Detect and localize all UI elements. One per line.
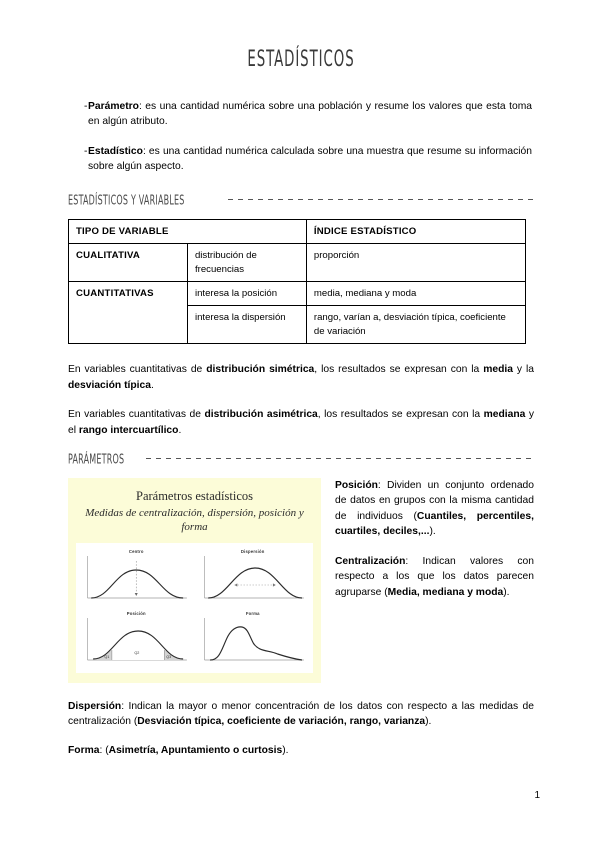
section-heading-label: PARÁMETROS bbox=[68, 451, 125, 467]
dashed-rule-divider bbox=[228, 199, 534, 200]
definition-term: Parámetro bbox=[88, 101, 139, 112]
mini-chart-label: Posición bbox=[126, 610, 146, 616]
svg-text:Q3: Q3 bbox=[166, 653, 172, 659]
text-emphasis: Media, mediana y moda bbox=[387, 586, 504, 598]
figure-title: Parámetros estadísticos bbox=[136, 488, 253, 503]
normal-curve-centro-icon bbox=[80, 548, 193, 606]
table-cell-criterion: interesa la dispersión bbox=[187, 306, 306, 344]
figure-chart-grid bbox=[76, 543, 313, 673]
definition-text bbox=[88, 100, 534, 130]
table-header-row bbox=[69, 219, 526, 243]
table-cell-index: rango, varían a, desviación típica, coeficiente de variación bbox=[306, 306, 525, 344]
mini-chart-forma bbox=[197, 610, 310, 668]
text-emphasis: desviación típica bbox=[68, 379, 151, 391]
definition-text bbox=[88, 145, 534, 175]
mini-chart-label: Dispersión bbox=[240, 548, 265, 554]
text-emphasis: media bbox=[483, 364, 513, 376]
text-fragment: . bbox=[150, 379, 154, 391]
definition-list bbox=[68, 100, 534, 175]
mini-chart-centro bbox=[80, 548, 193, 606]
text-emphasis: Forma bbox=[68, 745, 100, 757]
table-cell-index: media, mediana y moda bbox=[306, 281, 525, 305]
mini-chart-label: Forma bbox=[245, 610, 260, 616]
text-emphasis: Desviación típica, coeficiente de variación, rango, varianza bbox=[137, 716, 426, 727]
text-fragment: : Indican valores con respecto a los que los datos parecen agruparse ( bbox=[335, 555, 534, 598]
normal-curve-dispersion-icon bbox=[197, 548, 310, 606]
text-fragment: y la bbox=[512, 364, 534, 376]
section-heading-label: ESTADÍSTICOS Y VARIABLES bbox=[68, 191, 185, 208]
paragraph-asimetrica bbox=[68, 407, 534, 438]
parameters-side-text bbox=[321, 478, 534, 600]
text-emphasis: rango intercuartílico bbox=[78, 424, 179, 436]
bullet-dash-icon: - bbox=[84, 101, 88, 112]
page-number: 1 bbox=[534, 790, 540, 801]
text-fragment: : Indican la mayor o menor concentración de los datos con respecto a las medidas de centralización ( bbox=[68, 700, 534, 727]
list-item bbox=[68, 100, 534, 130]
table-row bbox=[69, 244, 526, 282]
text-emphasis: mediana bbox=[483, 409, 526, 421]
text-fragment: y el bbox=[68, 409, 534, 436]
text-emphasis: Dispersión bbox=[68, 700, 122, 712]
text-emphasis: distribución simétrica bbox=[206, 364, 315, 376]
figure-subtitle: Medidas de centralización, dispersión, posición y forma bbox=[85, 506, 304, 534]
table-header-type: TIPO DE VARIABLE bbox=[69, 219, 307, 243]
table-row bbox=[69, 281, 526, 305]
paragraph-centralizacion bbox=[335, 554, 534, 600]
page-content bbox=[68, 48, 534, 773]
section-heading-variables bbox=[68, 193, 534, 207]
svg-text:Q2: Q2 bbox=[134, 649, 140, 655]
dashed-rule-divider bbox=[146, 458, 534, 459]
section-heading-parametros bbox=[68, 452, 534, 466]
text-emphasis: Cuantiles, percentiles, cuartiles, deciles,... bbox=[335, 510, 534, 538]
table-header-index: ÍNDICE ESTADÍSTICO bbox=[306, 219, 525, 243]
bullet-dash-icon: - bbox=[84, 145, 88, 157]
text-fragment: . bbox=[178, 424, 182, 436]
text-emphasis: Asimetría, Apuntamiento o curtosis bbox=[108, 745, 283, 757]
statistics-parameters-figure bbox=[68, 478, 321, 683]
text-fragment: ). bbox=[282, 745, 289, 757]
paragraph-posicion bbox=[335, 478, 534, 540]
text-fragment: , los resultados se expresan con la bbox=[314, 364, 484, 376]
text-emphasis: Posición bbox=[335, 479, 378, 491]
text-fragment: En variables cuantitativas de bbox=[68, 409, 205, 421]
text-fragment: : ( bbox=[99, 745, 109, 757]
normal-curve-posicion-icon bbox=[80, 610, 193, 668]
text-fragment: ). bbox=[429, 526, 436, 538]
text-emphasis: Centralización bbox=[335, 555, 406, 567]
table-cell-criterion: distribución de frecuencias bbox=[187, 244, 306, 282]
text-emphasis: distribución asimétrica bbox=[204, 409, 318, 421]
table-cell-criterion: interesa la posición bbox=[187, 281, 306, 305]
definition-body: : es una cantidad numérica calculada sobre una muestra que resume su información sobre algún aspecto. bbox=[88, 145, 532, 172]
definition-body: : es una cantidad numérica sobre una población y resume los valores que esta toma en algún atributo. bbox=[88, 101, 532, 127]
text-fragment: : Dividen un conjunto ordenado de datos en grupos con la misma cantidad de individuos ( bbox=[335, 479, 534, 522]
figure-and-text-block bbox=[68, 478, 534, 683]
paragraph-forma bbox=[68, 743, 534, 758]
mini-chart-label: Centro bbox=[128, 548, 144, 554]
paragraph-dispersion bbox=[68, 699, 534, 730]
text-fragment: En variables cuantitativas de bbox=[68, 364, 207, 376]
table-cell-index: proporción bbox=[306, 244, 525, 282]
skewed-curve-forma-icon bbox=[197, 610, 310, 668]
paragraph-simetrica bbox=[68, 362, 534, 393]
text-fragment: ). bbox=[425, 716, 432, 727]
definition-term: Estadístico bbox=[88, 145, 143, 157]
variable-index-table bbox=[68, 219, 526, 345]
table-cell-type: CUANTITATIVAS bbox=[69, 281, 188, 343]
svg-text:Q1: Q1 bbox=[104, 653, 110, 659]
list-item bbox=[68, 145, 534, 175]
page-title: ESTADÍSTICOS bbox=[247, 46, 355, 72]
mini-chart-posicion bbox=[80, 610, 193, 668]
text-fragment: , los resultados se expresan con la bbox=[317, 409, 484, 421]
mini-chart-dispersion bbox=[197, 548, 310, 606]
text-fragment: ). bbox=[503, 586, 510, 598]
table-cell-type: CUALITATIVA bbox=[69, 244, 188, 282]
